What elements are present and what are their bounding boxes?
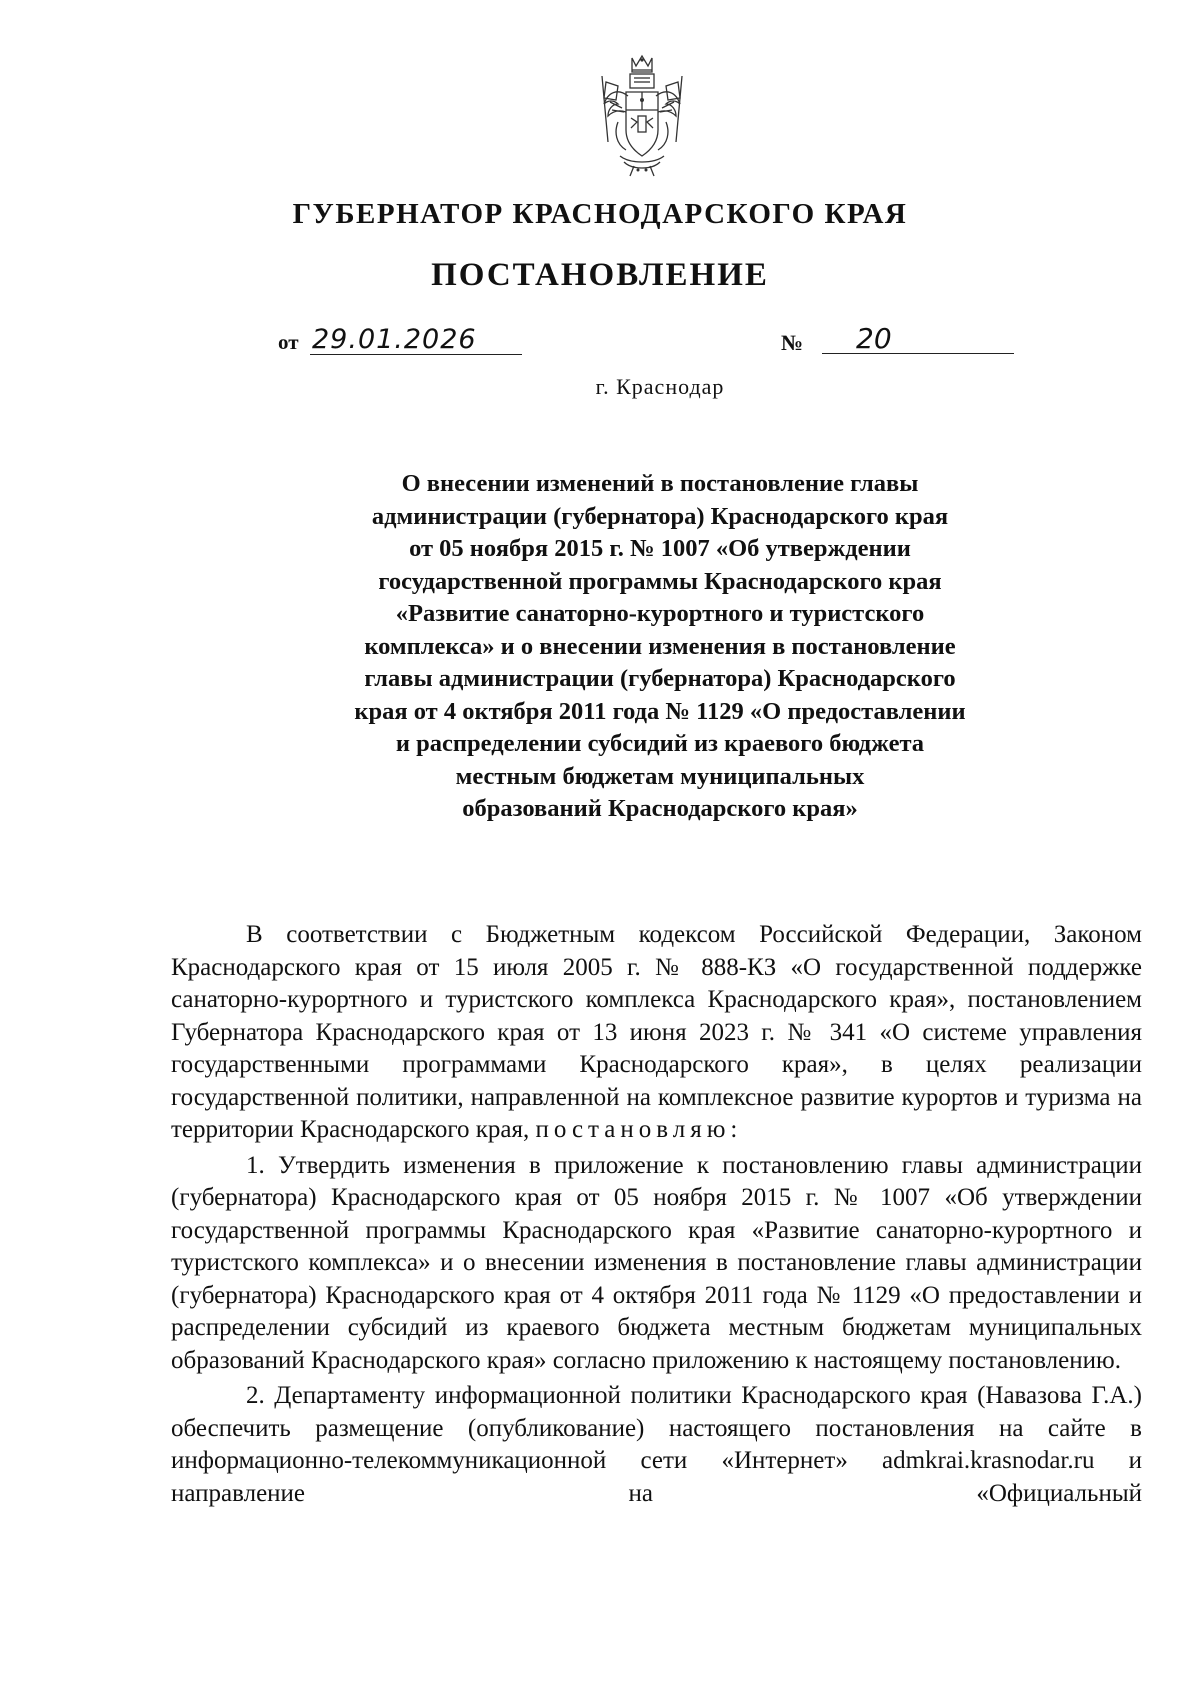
- date-label: от: [278, 330, 299, 354]
- title-line: местным бюджетам муниципальных: [455, 762, 865, 790]
- decree-word: постановляю:: [535, 1116, 743, 1143]
- title-line: и распределении субсидий из краевого бюджета: [395, 730, 925, 757]
- intro-text: В соответствии с Бюджетным кодексом Российской Федерации, Законом Краснодарского края от 15 июля 2005 г. № 888-КЗ «О государственной поддержке санаторно-курортного и туристского комплекса Краснодарского края», постановлением Губернатора Краснодарского края от 13 июня 2023 г. № 341 «О системе управления государственными программами Краснодарского края», в целях реализации государственной политики, направленной на комплексное развитие курортов и туризма на территории Краснодарского края,: [171, 921, 1142, 1143]
- intro-paragraph: [171, 919, 1142, 1147]
- item-2-paragraph: 2. Департаменту информационной политики Краснодарского края (Навазова Г.А.) обеспечить размещение (опубликование) настоящего постановления на сайте в информационно-телекоммуникационной сети «Интернет» admkrai.krasnodar.ru и направление на «Официальный: [171, 1382, 1142, 1507]
- title-line: государственной программы Краснодарского края: [378, 567, 942, 595]
- title-line: О внесении изменений в постановление главы: [401, 470, 919, 497]
- title-line: администрации (губернатора) Краснодарского края: [371, 502, 949, 530]
- coat-of-arms-emblem-icon: [598, 52, 686, 180]
- date-field: 29.01.2026: [310, 328, 522, 355]
- number-field: 20: [822, 326, 1014, 354]
- document-type-heading: ПОСТАНОВЛЕНИЕ: [431, 257, 769, 293]
- title-line: главы администрации (губернатора) Краснодарского: [364, 665, 956, 692]
- number-label: №: [781, 330, 804, 355]
- document-title: [280, 468, 1040, 826]
- title-line: комплекса» и о внесении изменения в постановление: [364, 632, 956, 660]
- document-body: [171, 919, 1142, 1513]
- city-line: г. Краснодар: [595, 374, 725, 399]
- title-line: образований Краснодарского края»: [462, 795, 858, 822]
- title-line: от 05 ноября 2015 г. № 1007 «Об утверждении: [409, 535, 911, 562]
- item-1-paragraph: 1. Утвердить изменения в приложение к постановлению главы администрации (губернатора) Краснодарского края от 05 ноября 2015 г. № 1007 «Об утверждении государственной программы Краснодарского края «Развитие санаторно-курортного и туристского комплекса» и о внесении изменения в постановление главы администрации (губернатора) Краснодарского края от 4 октября 2011 года № 1129 «О предоставлении и распределении субсидий из краевого бюджета местным бюджетам муниципальных образований Краснодарского края» согласно приложению к настоящему постановлению.: [171, 1151, 1142, 1374]
- title-line: «Развитие санаторно-курортного и туристского: [395, 600, 925, 627]
- title-line: края от 4 октября 2011 года № 1129 «О предоставлении: [354, 697, 966, 725]
- organization-heading: ГУБЕРНАТОР КРАСНОДАРСКОГО КРАЯ: [292, 198, 908, 230]
